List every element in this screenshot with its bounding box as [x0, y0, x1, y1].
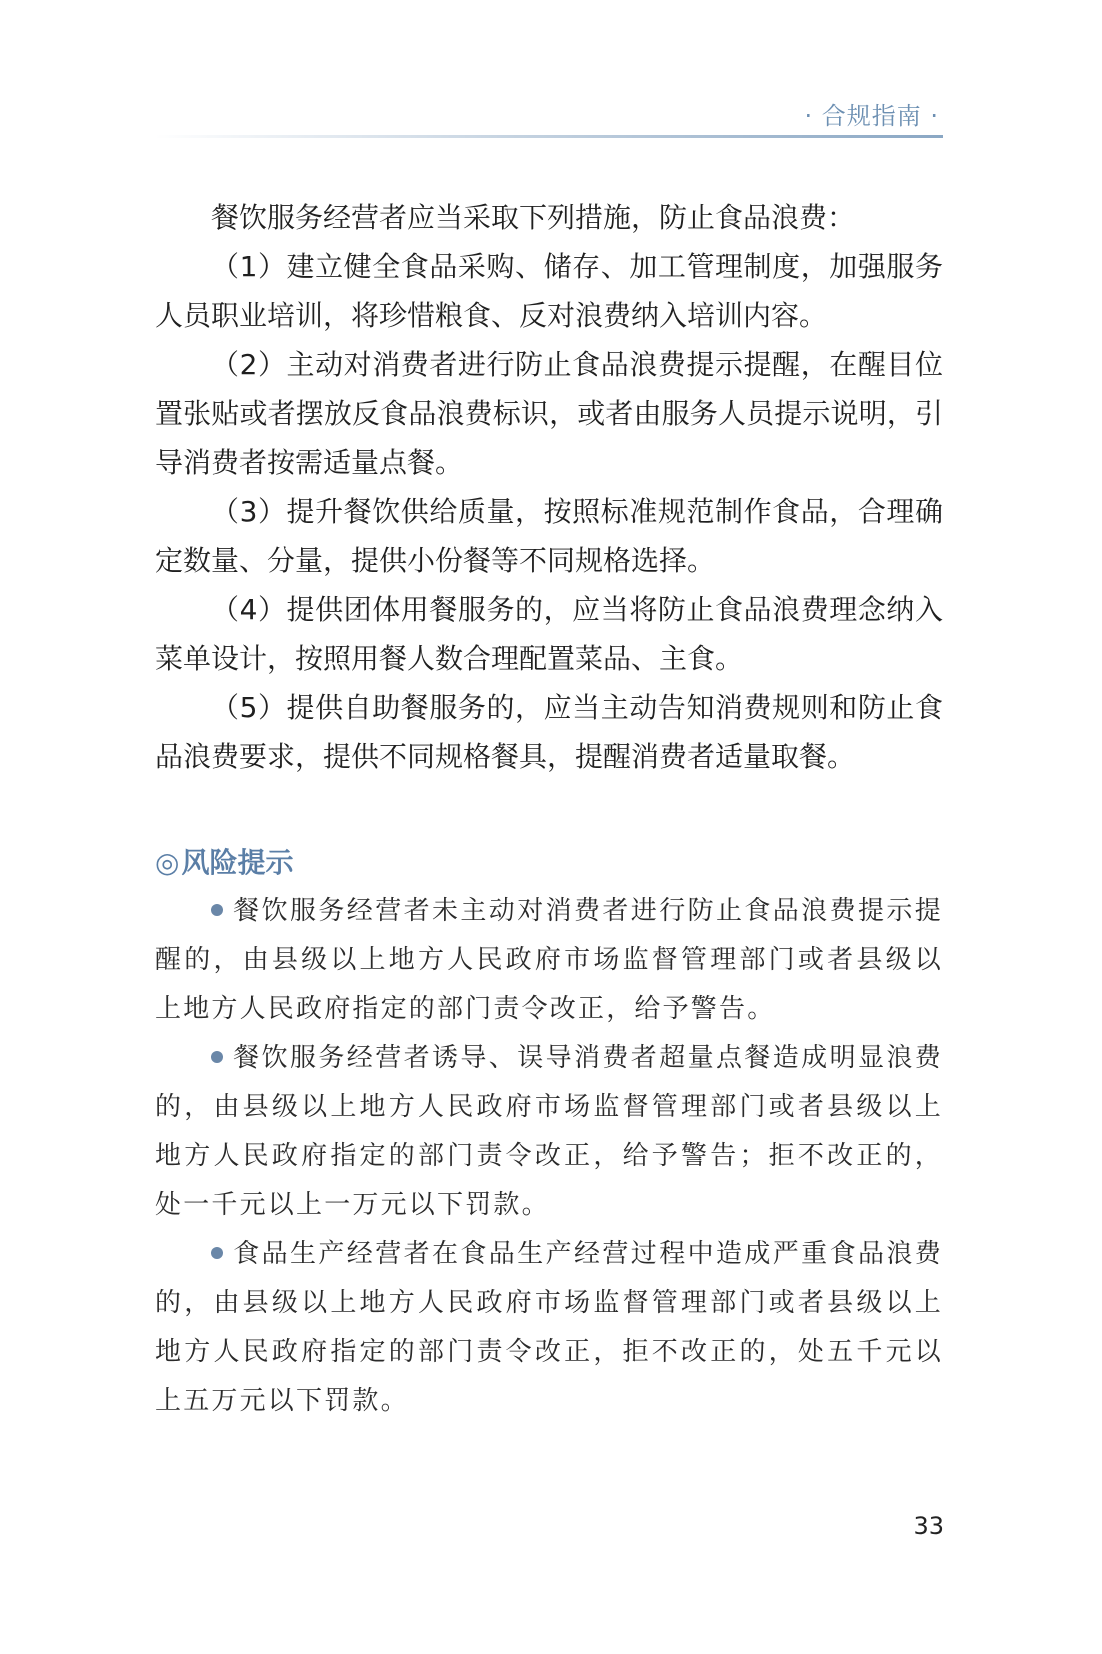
risk-item — [155, 1230, 943, 1426]
measure-paragraph-1: （1）建立健全食品采购、储存、加工管理制度，加强服务人员职业培训，将珍惜粮食、反对浪费纳入培训内容。 — [155, 250, 943, 332]
header-divider — [155, 135, 943, 138]
risk-heading-text: 风险提示 — [181, 846, 294, 879]
measure-paragraph-3: （3）提升餐饮供给质量，按照标准规范制作食品，合理确定数量、分量，提供小份餐等不同规格选择。 — [155, 495, 943, 577]
measure-paragraph-5: （5）提供自助餐服务的，应当主动告知消费规则和防止食品浪费要求，提供不同规格餐具，提醒消费者适量取餐。 — [155, 691, 943, 773]
risk-item-text: 餐饮服务经营者未主动对消费者进行防止食品浪费提示提醒的，由县级以上地方人民政府市场监督管理部门或者县级以上地方人民政府指定的部门责令改正，给予警告。 — [155, 896, 943, 1024]
page-number: 33 — [913, 1512, 944, 1540]
measure-paragraph-2: （2）主动对消费者进行防止食品浪费提示提醒，在醒目位置张贴或者摆放反食品浪费标识，或者由服务人员提示说明，引导消费者按需适量点餐。 — [155, 348, 943, 479]
risk-item — [155, 887, 943, 1034]
risk-item-text: 餐饮服务经营者诱导、误导消费者超量点餐造成明显浪费的，由县级以上地方人民政府市场监督管理部门或者县级以上地方人民政府指定的部门责令改正，给予警告；拒不改正的，处一千元以上一万元以下罚款。 — [155, 1043, 943, 1220]
intro-paragraph: 餐饮服务经营者应当采取下列措施，防止食品浪费： — [211, 201, 856, 234]
risk-item-text: 食品生产经营者在食品生产经营过程中造成严重食品浪费的，由县级以上地方人民政府市场监督管理部门或者县级以上地方人民政府指定的部门责令改正，拒不改正的，处五千元以上五万元以下罚款。 — [155, 1239, 943, 1416]
bullet-icon — [211, 1247, 223, 1259]
risk-item — [155, 1034, 943, 1230]
main-body — [155, 193, 943, 781]
risk-heading — [155, 843, 943, 883]
double-circle-icon: ◎ — [155, 846, 180, 879]
bullet-icon — [211, 1051, 223, 1063]
running-header — [155, 96, 943, 138]
section-title: · 合规指南 · — [804, 102, 939, 130]
risk-section — [155, 843, 943, 1426]
measure-paragraph-4: （4）提供团体用餐服务的，应当将防止食品浪费理念纳入菜单设计，按照用餐人数合理配置菜品、主食。 — [155, 593, 943, 675]
bullet-icon — [211, 904, 223, 916]
